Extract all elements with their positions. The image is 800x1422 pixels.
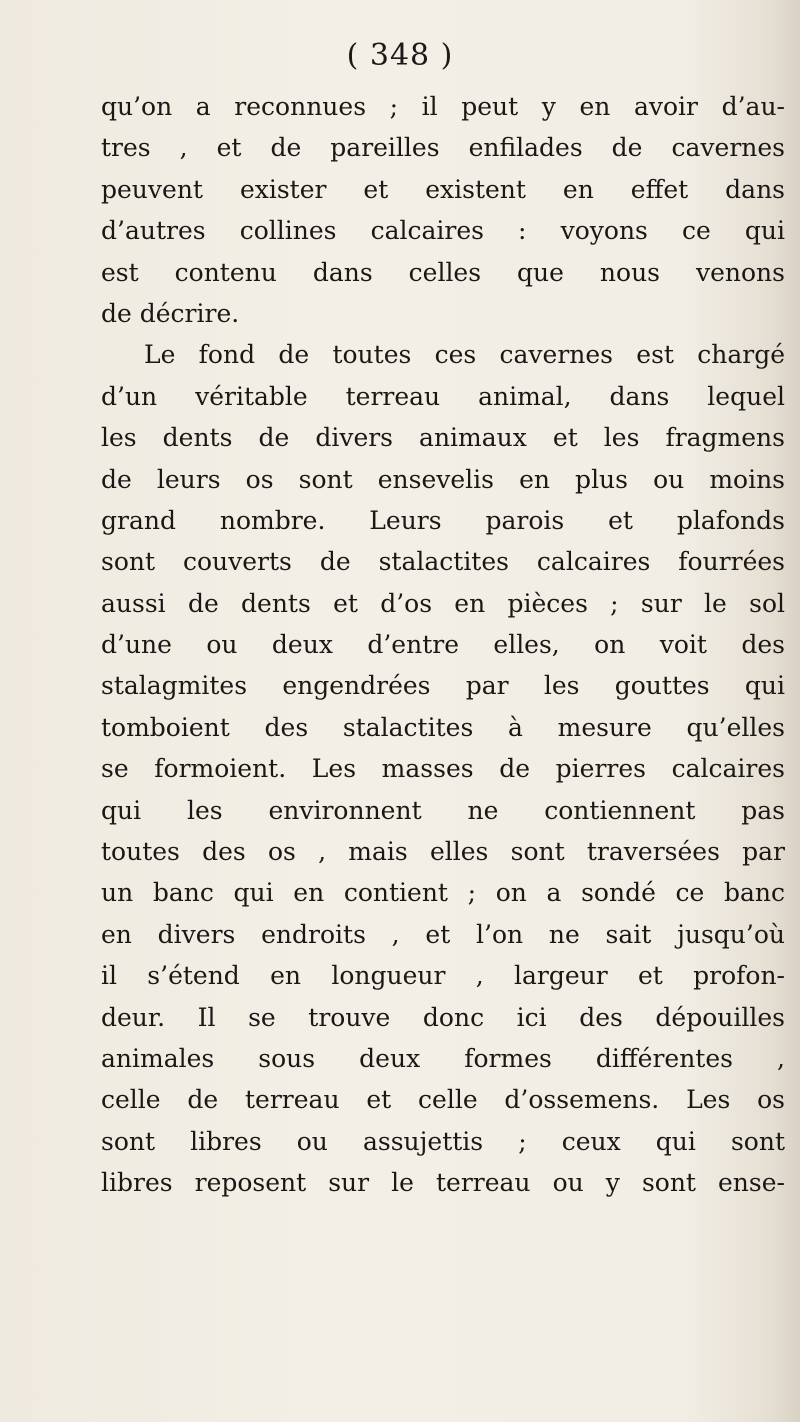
text-line: est contenu dans celles que nous venons bbox=[101, 257, 785, 287]
text-line: toutes des os , mais elles sont traversées par bbox=[101, 837, 785, 867]
text-line: sont couverts de stalactites calcaires fourrées bbox=[101, 547, 785, 577]
text-line: se formoient. Les masses de pierres calcaires bbox=[101, 754, 785, 784]
text-line: d’un véritable terreau animal, dans lequel bbox=[101, 381, 785, 411]
paragraph-start-line: Le fond de toutes ces cavernes est chargé bbox=[144, 340, 785, 370]
text-line: peuvent exister et existent en effet dans bbox=[101, 174, 785, 204]
text-line: en divers endroits , et l’on ne sait jusqu’où bbox=[101, 919, 785, 949]
text-line: d’autres collines calcaires : voyons ce qui bbox=[101, 216, 785, 246]
text-line: un banc qui en contient ; on a sondé ce banc bbox=[101, 878, 785, 908]
text-line: de décrire. bbox=[101, 298, 240, 328]
text-line: d’une ou deux d’entre elles, on voit des bbox=[101, 630, 785, 660]
text-line: tomboient des stalactites à mesure qu’elles bbox=[101, 712, 785, 742]
body-text bbox=[101, 86, 785, 1204]
text-line: deur. Il se trouve donc ici des dépouilles bbox=[101, 1002, 785, 1032]
text-line: stalagmites engendrées par les gouttes qui bbox=[101, 671, 785, 701]
page-number: ( 348 ) bbox=[346, 38, 454, 73]
text-line: il s’étend en longueur , largeur et profon- bbox=[101, 961, 785, 991]
text-line: tres , et de pareilles enfilades de cavernes bbox=[101, 133, 785, 163]
text-line: les dents de divers animaux et les fragmens bbox=[101, 423, 785, 453]
text-line: sont libres ou assujettis ; ceux qui sont bbox=[101, 1126, 785, 1156]
text-line: libres reposent sur le terreau ou y sont ense- bbox=[101, 1168, 785, 1198]
text-line: animales sous deux formes différentes , bbox=[101, 1043, 785, 1073]
text-line: grand nombre. Leurs parois et plafonds bbox=[101, 505, 785, 535]
text-line: aussi de dents et d’os en pièces ; sur le sol bbox=[101, 588, 785, 618]
text-line: qu’on a reconnues ; il peut y en avoir d’au- bbox=[101, 92, 785, 121]
text-line: celle de terreau et celle d’ossemens. Les os bbox=[101, 1085, 785, 1115]
text-line: qui les environnent ne contiennent pas bbox=[101, 795, 785, 825]
text-line: de leurs os sont ensevelis en plus ou moins bbox=[101, 464, 785, 494]
